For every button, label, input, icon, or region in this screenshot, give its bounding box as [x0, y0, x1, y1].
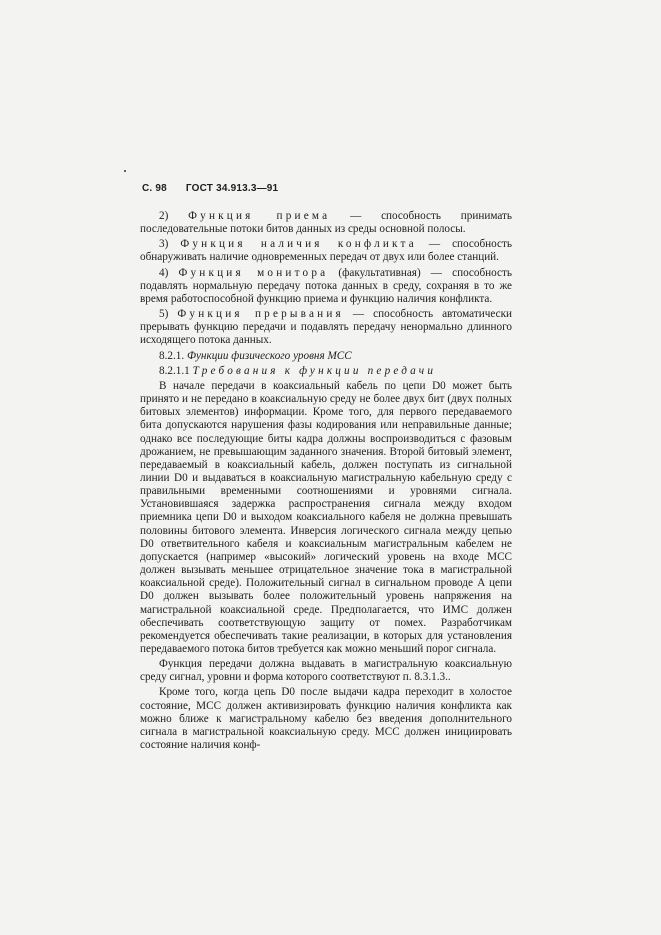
subsection-number: 8.2.1.1 — [159, 364, 190, 377]
paragraph-interrupt-function — [140, 308, 512, 347]
paragraph-monitor-function — [140, 267, 512, 306]
paragraph-collision-function — [140, 238, 512, 264]
term-spaced: Функция наличия конфликта — [180, 238, 417, 251]
page-number: С. 98 — [142, 183, 167, 194]
body-text — [140, 210, 512, 752]
definition-text: — способность обнаруживать наличие одновременных передач от двух или более станций. — [140, 238, 512, 264]
paragraph-reception-function — [140, 210, 512, 236]
definition-text: — способность принимать последовательные потоки битов данных из среды основной полосы. — [140, 210, 512, 236]
standard-designation: ГОСТ 34.913.3—91 — [185, 183, 279, 194]
page-header — [142, 183, 278, 194]
item-number: 4) — [159, 266, 179, 279]
item-number: 2) — [159, 210, 189, 222]
scan-speck — [124, 170, 126, 172]
section-number: 8.2.1. — [159, 349, 185, 362]
paragraph-transmit-requirements: В начале передачи в коаксиальный кабель по цепи D0 может быть принято и не передано в коаксиальную среду не более двух бит (двух полных битовых элементов) информации. Кроме того, для первого передаваемого бита допускаются нарушения фазы кодирования или неправильные данные; однако все последующие биты кадра должны воспроизводиться с фазовым дрожанием, не превышающим заданного значения. Второй битовый элемент, передаваемый в коаксиальный кабель, должен поступать из сигнальной линии D0 и выдаваться в коаксиальную магистральную кабельную среду с правильными временными соотношениями и уровнями сигнала. Установившаяся задержка распространения сигнала между входом приемника цепи D0 и выходом коаксиального кабеля не должна превышать половины битового элемента. Инверсия логического сигнала между цепью D0 ответвительного кабеля и коаксиальным магистральным кабелем не допускается (например «высокий» логический уровень на входе МСС должен вызывать меньшее отрицательное значение тока в магистральной коаксиальной среде). Положительный сигнал в сигнальном проводе A цепи D0 должен вызывать более положительный уровень напряжения на магистральной коаксиальной среде. Предполагается, что ИМС должен обеспечивать соответствующую защиту от помех. Разработчикам рекомендуется обеспечивать такие реализации, в которых для установления передаваемого потока битов требуется как можно меньший порог сигнала. — [140, 379, 512, 655]
paragraph-transmit-signal: Функция передачи должна выдавать в магистральную коаксиальную среду сигнал, уровни и форма которого соответствуют п. 8.3.1.3.. — [140, 658, 512, 684]
item-number: 3) — [159, 238, 181, 251]
subsection-heading — [140, 365, 512, 378]
term-spaced: Функция приема — [188, 210, 331, 222]
section-heading — [140, 350, 512, 363]
definition-text: — способность автоматически прерывать функцию передачи и подавлять передачу ненормально длинного исходящего потока данных. — [140, 308, 512, 347]
item-number: 5) — [159, 308, 178, 321]
definition-text: (факультативная) — способность подавлять нормальную передачу потока данных в среду, сохраняя в то же время работоспособной функцию приема и функцию наличия конфликта. — [140, 266, 513, 305]
subsection-title: Требования к функции передачи — [192, 364, 437, 377]
term-spaced: Функция прерывания — [177, 308, 344, 321]
section-title: Функции физического уровня МСС — [186, 349, 352, 362]
paragraph-idle-state: Кроме того, когда цепь D0 после выдачи кадра переходит в холостое состояние, МСС должен активизировать функцию наличия конфликта как можно ближе к магистральному кабелю без введения дополнительного сигнала в магистральной коаксиальную среду. МСС должен инициировать состояние наличия конф- — [140, 686, 512, 752]
term-spaced: Функция монитора — [178, 266, 329, 279]
